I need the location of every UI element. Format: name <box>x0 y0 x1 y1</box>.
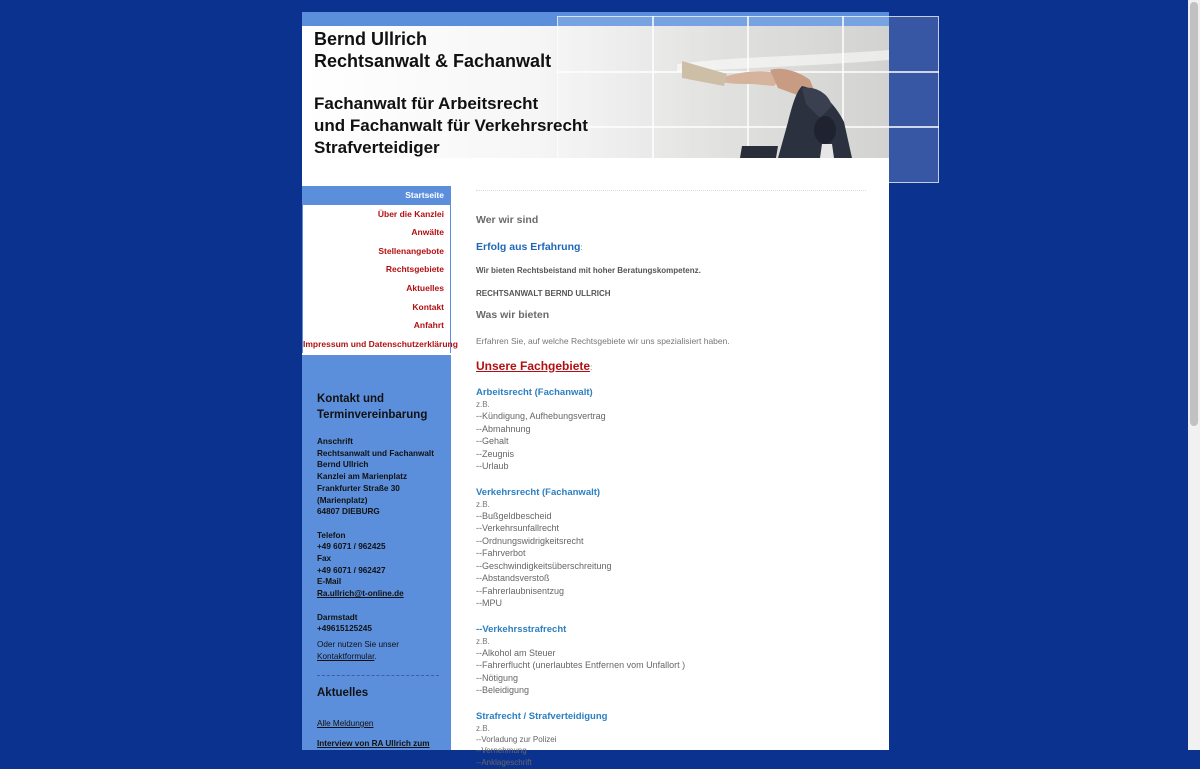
fields-link[interactable]: Unsere Fachgebiete <box>476 359 591 373</box>
nav-item-stellenangebote[interactable]: Stellenangebote <box>302 242 451 261</box>
offer-line: Wir bieten Rechtsbeistand mit hoher Beratungskompetenz. <box>476 266 701 275</box>
list-item: --Alkohol am Steuer <box>476 647 556 658</box>
category-zb: z.B. <box>476 723 490 733</box>
category-verkehrsrecht <box>476 486 866 610</box>
contact-sidebar <box>317 392 439 750</box>
list-item: --Vernehmung <box>476 746 527 756</box>
list-item: --Abmahnung <box>476 423 531 434</box>
nav-item-kontakt[interactable]: Kontakt <box>302 298 451 317</box>
contact-form-link[interactable]: Kontaktformular <box>317 651 375 661</box>
intro-text: Erfahren Sie, auf welche Rechtsgebiete wir uns spezialisiert haben. <box>476 336 730 346</box>
list-item: --MPU <box>476 598 502 608</box>
city-darmstadt: Darmstadt <box>317 612 358 622</box>
header-role: Rechtsanwalt & Fachanwalt <box>314 51 552 71</box>
page-container <box>302 12 889 768</box>
header-specialty-3: Strafverteidiger <box>314 138 440 157</box>
list-item: --Abstandsverstoß <box>476 573 550 583</box>
category-zb: z.B. <box>476 499 490 509</box>
left-column <box>302 186 458 750</box>
list-item: --Ordnungswidrigkeitsrecht <box>476 535 584 546</box>
header-text <box>314 28 588 159</box>
list-item: --Fahrerflucht (unerlaubtes Entfernen vom Unfallort ) <box>476 660 686 670</box>
nav-item-startseite[interactable]: Startseite <box>302 186 451 205</box>
address-line: Bernd Ullrich <box>317 460 369 470</box>
nav-bottom-edge <box>302 353 451 355</box>
nav-item-ueber-die-kanzlei[interactable]: Über die Kanzlei <box>302 205 451 224</box>
contact-note-suffix: . <box>374 651 377 661</box>
nav-item-rechtsgebiete[interactable]: Rechtsgebiete <box>302 260 451 279</box>
fax-number: +49 6071 / 962427 <box>317 565 386 575</box>
fields-line <box>476 357 866 375</box>
category-title: Verkehrsstrafrecht <box>482 623 567 635</box>
address-line: Frankfurter Straße 30 <box>317 483 400 493</box>
category-zb: z.B. <box>476 400 490 409</box>
fax-label: Fax <box>317 554 332 564</box>
phone-darmstadt: +49615125245 <box>317 624 372 634</box>
main-content <box>476 190 866 769</box>
sidebar-divider <box>317 675 439 676</box>
scrollbar-thumb[interactable] <box>1190 2 1198 426</box>
header-specialty-2: und Fachanwalt für Verkehrsrecht <box>314 116 588 135</box>
contact-note-text: Oder nutzen Sie unser <box>317 639 399 649</box>
success-heading: Erfolg aus Erfahrung <box>476 241 581 253</box>
list-item: --Verkehrsunfallrecht <box>476 523 560 533</box>
content-divider <box>476 190 866 191</box>
list-item: --Fahrverbot <box>476 548 526 558</box>
list-item: --Beleidigung <box>476 685 530 695</box>
handshake-photo <box>682 26 889 158</box>
email-link[interactable]: Ra.ullrich@t-online.de <box>317 589 404 599</box>
contact-note <box>317 639 439 663</box>
nav-item-aktuelles[interactable]: Aktuelles <box>302 279 451 298</box>
main-navigation <box>302 186 458 355</box>
header-specialty-1: Fachanwalt für Arbeitsrecht <box>314 94 539 113</box>
news-title: Aktuelles <box>317 686 369 699</box>
category-strafrecht <box>476 710 866 769</box>
list-item: --Vorladung zur Polizei <box>476 734 557 744</box>
success-line <box>476 237 866 255</box>
all-news-link[interactable]: Alle Meldungen <box>317 718 374 728</box>
address-line: (Marienplatz) <box>317 495 368 505</box>
list-item: --Nötigung <box>476 672 519 683</box>
phone-label: Telefon <box>317 530 346 540</box>
category-prefix: -- <box>476 623 483 635</box>
address-heading: Anschrift <box>317 437 353 446</box>
list-item: --Bußgeldbescheid <box>476 510 552 521</box>
firm-name: RECHTSANWALT BERND ULLRICH <box>476 289 611 298</box>
address-line: Rechtsanwalt und Fachanwalt <box>317 448 434 458</box>
list-item: --Gehalt <box>476 436 509 446</box>
news-item-link[interactable]: Interview von RA Ullrich zum <box>317 738 430 748</box>
what-heading: Was wir bieten <box>476 309 550 321</box>
list-item: --Urlaub <box>476 461 509 471</box>
email-label: E-Mail <box>317 577 342 587</box>
address-line: Kanzlei am Marienplatz <box>317 472 408 482</box>
list-item: --Geschwindigkeitsüberschreitung <box>476 560 612 571</box>
category-title: Verkehrsrecht (Fachanwalt) <box>476 486 601 498</box>
list-item: --Kündigung, Aufhebungsvertrag <box>476 411 606 421</box>
list-item: --Zeugnis <box>476 448 515 459</box>
category-title: Strafrecht / Strafverteidigung <box>476 710 608 722</box>
list-item: --Anklageschrift <box>476 758 532 768</box>
header-name: Bernd Ullrich <box>314 29 428 49</box>
nav-item-anfahrt[interactable]: Anfahrt <box>302 316 451 335</box>
who-heading: Wer wir sind <box>476 214 539 226</box>
sidebar-title: Kontakt und Terminvereinbarung <box>317 393 428 421</box>
success-colon: : <box>580 242 583 252</box>
fields-colon: : <box>590 362 593 372</box>
nav-item-anwaelte[interactable]: Anwälte <box>302 223 451 242</box>
category-title-line <box>476 623 866 636</box>
category-arbeitsrecht <box>476 386 866 473</box>
header-banner <box>302 26 889 158</box>
category-verkehrsstrafrecht <box>476 623 866 697</box>
phone-number: +49 6071 / 962425 <box>317 542 386 552</box>
list-item: --Fahrerlaubnisentzug <box>476 585 565 596</box>
nav-item-impressum[interactable]: Impressum und Datenschutzerklärung <box>302 335 451 354</box>
category-title: Arbeitsrecht (Fachanwalt) <box>476 387 593 398</box>
address-line: 64807 DIEBURG <box>317 507 380 517</box>
category-zb: z.B. <box>476 636 490 646</box>
